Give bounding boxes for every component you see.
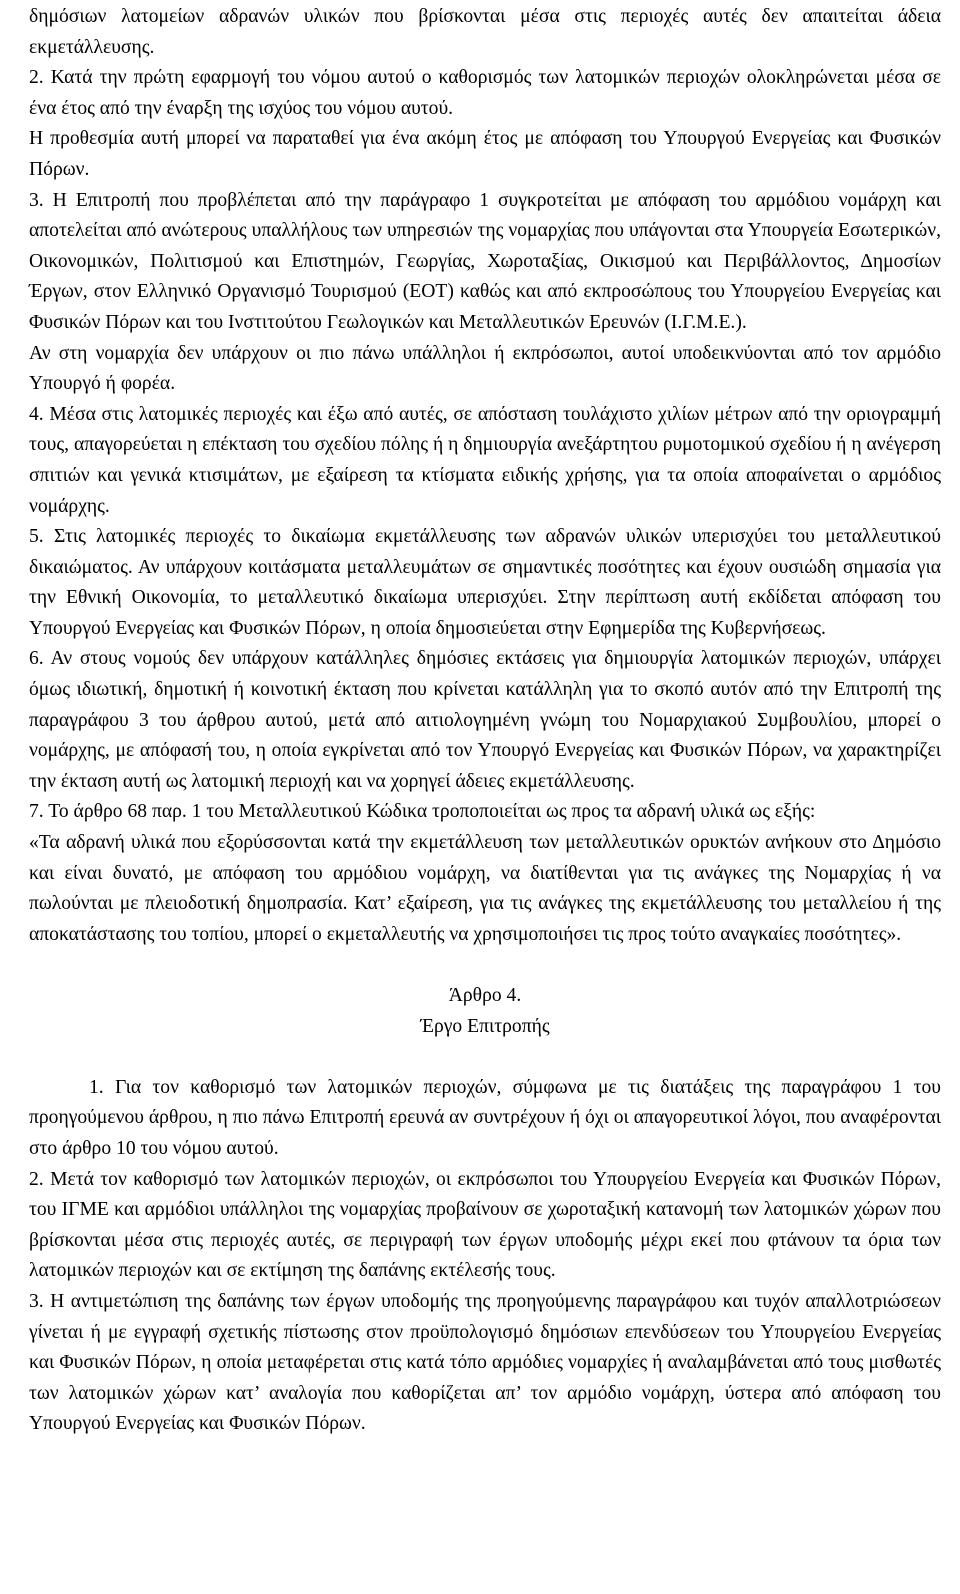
paragraph-3: 3. Η Επιτροπή που προβλέπεται από την παράγραφο 1 συγκροτείται με απόφαση του αρμόδιου νομάρχη και αποτελείται από ανώτερους υπαλλήλους των υπηρεσιών της νομαρχίας που υπάγονται στα Υπουργεία Εσωτερικών, Οικονομικών, Πολιτισμού και Επιστημών, Γεωργίας, Χωροταξίας, Οικισμού και Περιβάλλοντος, Δημοσίων Έργων, στον Ελληνικό Οργανισμό Τουρισμού (ΕΟΤ) καθώς και από εκπροσώπους του Υπουργείου Ενεργείας και Φυσικών Πόρων και του Ινστιτούτου Γεωλογικών και Μεταλλευτικών Ερευνών (Ι.Γ.Μ.Ε.). [29, 189, 941, 333]
article-paragraph-3: 3. Η αντιμετώπιση της δαπάνης των έργων υποδομής της προηγούμενης παραγράφου και τυχόν απαλλοτριώσεων γίνεται ή με εγγραφή σχετικής πίστωσης στον προϋπολογισμό δημόσιων επενδύσεων του Υπουργείου Ενεργείας και Φυσικών Πόρων, η οποία μεταφέρεται στις κατά τόπο αρμόδιες νομαρχίες ή αναλαμβάνεται από τους μισθωτές των λατομικών χώρων κατ’ αναλογία που καθορίζεται απ’ τον αρμόδιο νομάρχη, ύστερα από απόφαση του Υπουργού Ενεργείας και Φυσικών Πόρων. [29, 1290, 941, 1435]
article-title: Έργο Επιτροπής [420, 1015, 550, 1037]
paragraph-4: 4. Μέσα στις λατομικές περιοχές και έξω από αυτές, σε απόσταση τουλάχιστο χιλίων μέτρων από την οριογραμμή τους, απαγορεύεται η επέκταση του σχεδίου πόλης ή η δημιουργία ανεξάρτητου ρυμοτομικού σχεδίου ή η ανέγερση σπιτιών και γενικά κτισιμάτων, με εξαίρεση τα κτίσματα ειδικής χρήσης, για τα οποία αποφαίνεται ο αρμόδιος νομάρχης. [29, 403, 941, 517]
article-paragraph-1: 1. Για τον καθορισμό των λατομικών περιοχών, σύμφωνα με τις διατάξεις της παραγράφου 1 του προηγούμενου άρθρου, η πιο πάνω Επιτροπή ερευνά αν συντρέχουν ή όχι οι απαγορευτικοί λόγοι, που αναφέρονται στο άρθρο 10 του νόμου αυτού. [29, 1076, 941, 1159]
paragraph-continuation: δημόσιων λατομείων αδρανών υλικών που βρίσκονται μέσα στις περιοχές αυτές δεν απαιτείται άδεια εκμετάλλευσης. [29, 6, 941, 58]
spacer [29, 950, 941, 981]
paragraph-5: 5. Στις λατομικές περιοχές το δικαίωμα εκμετάλλευσης των αδρανών υλικών υπερισχύει του μεταλλευτικού δικαιώματος. Αν υπάρχουν κοιτάσματα μεταλλευμάτων σε σημαντικές ποσότητες και έχουν ουσιώδη σημασία για την Εθνική Οικονομία, το μεταλλευτικό δικαίωμα υπερισχύει. Στην περίπτωση αυτή εκδίδεται απόφαση του Υπουργού Ενεργείας και Φυσικών Πόρων, η οποία δημοσιεύεται στην Εφημερίδα της Κυβερνήσεως. [29, 526, 941, 639]
article-number: Άρθρο 4. [448, 985, 522, 1006]
paragraph-7-quote: «Τα αδρανή υλικά που εξορύσσονται κατά την εκμετάλλευση των μεταλλευτικών ορυκτών ανήκουν στο Δημόσιο και είναι δυνατό, με απόφαση του αρμόδιου νομάρχη, να διατίθενται για τις ανάγκες της Νομαρχίας ή να πωλούνται με πλειοδοτική δημοπρασία. Κατ’ εξαίρεση, για τις ανάγκες της εκμετάλλευσης του μεταλλείου ή της αποκατάστασης του τοπίου, μπορεί ο εκμεταλλευτής να χρησιμοποιήσει τις προς τούτο αναγκαίες ποσότητες». [29, 832, 941, 945]
paragraph-6: 6. Αν στους νομούς δεν υπάρχουν κατάλληλες δημόσιες εκτάσεις για δημιουργία λατομικών περιοχών, υπάρχει όμως ιδιωτική, δημοτική ή κοινοτική έκταση που κρίνεται κατάλληλη για το σκοπό αυτόν από την Επιτροπή της παραγράφου 3 του άρθρου αυτού, μετά από αιτιολογημένη γνώμη του Νομαρχιακού Συμβουλίου, μπορεί ο νομάρχης, με απόφασή του, η οποία εγκρίνεται από τον Υπουργό Ενεργείας και Φυσικών Πόρων, να χαρακτηρίζει την έκταση αυτή ως λατομική περιοχή και να χορηγεί άδειες εκμετάλλευσης. [29, 648, 941, 792]
paragraph-2-extension: Η προθεσμία αυτή μπορεί να παραταθεί για ένα ακόμη έτος με απόφαση του Υπουργού Ενεργείας και Φυσικών Πόρων. [29, 128, 941, 180]
paragraph-7: 7. Το άρθρο 68 παρ. 1 του Μεταλλευτικού Κώδικα τροποποιείται ως προς τα αδρανή υλικά ως εξής: [29, 801, 816, 823]
article-paragraph-2: 2. Μετά τον καθορισμό των λατομικών περιοχών, οι εκπρόσωποι του Υπουργείου Ενεργεία και Φυσικών Πόρων, του ΙΓΜΕ και αρμόδιοι υπάλληλοι της νομαρχίας προβαίνουν σε χωροταξική κατανομή των λατομικών χώρων που βρίσκονται μέσα στις περιοχές αυτές, σε περιγραφή των έργων υποδομής μέχρι εκεί που φτάνουν τα όρια των λατομικών περιοχών και σε εκτίμηση της δαπάνης εκτέλεσής τους. [29, 1168, 941, 1282]
spacer [29, 1042, 941, 1073]
paragraph-3-note: Αν στη νομαρχία δεν υπάρχουν οι πιο πάνω υπάλληλοι ή εκπρόσωποι, αυτοί υποδεικνύονται από τον αρμόδιο Υπουργό ή φορέα. [29, 342, 941, 395]
paragraph-2: 2. Κατά την πρώτη εφαρμογή του νόμου αυτού ο καθορισμός των λατομικών περιοχών ολοκληρώνεται μέσα σε ένα έτος από την έναρξη της ισχύος του νόμου αυτού. [29, 67, 941, 119]
